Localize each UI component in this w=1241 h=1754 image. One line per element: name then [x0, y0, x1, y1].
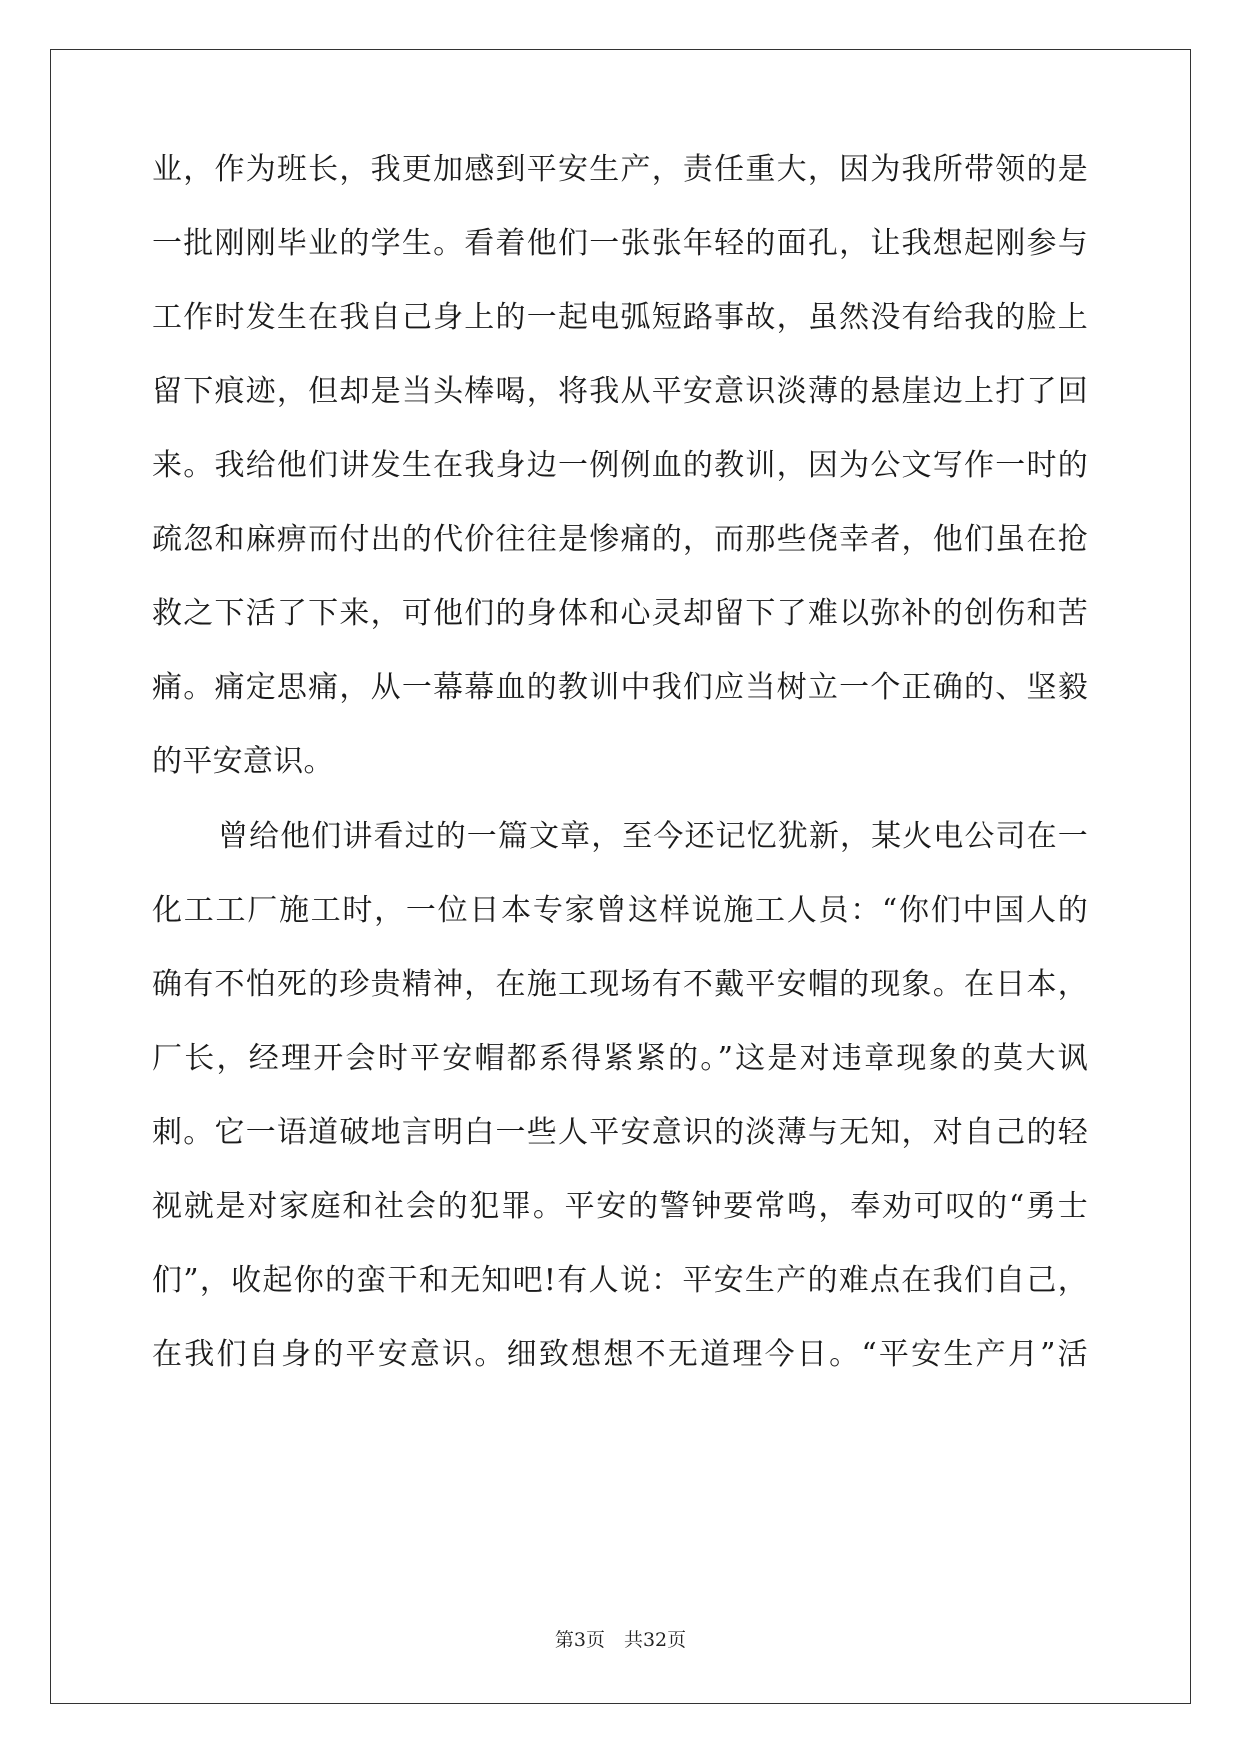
paragraph-1-line-8: 痛。痛定思痛，从一幕幕血的教训中我们应当树立一个正确的、坚毅 — [152, 670, 1088, 705]
paragraph-1-line-2: 一批刚刚毕业的学生。看着他们一张张年轻的面孔，让我想起刚参与 — [152, 226, 1088, 261]
paragraph-2-line-2: 化工工厂施工时，一位日本专家曾这样说施工人员：“你们中国人的 — [152, 893, 1088, 928]
paragraph-1-line-9: 的平安意识。 — [152, 744, 334, 779]
paragraph-2-line-5: 刺。它一语道破地言明白一些人平安意识的淡薄与无知，对自己的轻 — [152, 1115, 1088, 1150]
paragraph-2-line-3: 确有不怕死的珍贵精神，在施工现场有不戴平安帽的现象。在日本， — [152, 967, 1088, 1002]
page-number-footer: 第3页 共32页 — [554, 1629, 687, 1651]
paragraph-1-line-7: 救之下活了下来，可他们的身体和心灵却留下了难以弥补的创伤和苦 — [152, 596, 1088, 631]
paragraph-1-line-5: 来。我给他们讲发生在我身边一例例血的教训，因为公文写作一时的 — [152, 448, 1088, 483]
paragraph-1-line-1: 业，作为班长，我更加感到平安生产，责任重大，因为我所带领的是 — [152, 152, 1088, 187]
paragraph-2-line-4: 厂长，经理开会时平安帽都系得紧紧的。”这是对违章现象的莫大讽 — [152, 1041, 1088, 1076]
paragraph-2-line-7: 们”，收起你的蛮干和无知吧!有人说：平安生产的难点在我们自己， — [152, 1263, 1088, 1298]
paragraph-1-line-3: 工作时发生在我自己身上的一起电弧短路事故，虽然没有给我的脸上 — [152, 300, 1088, 335]
paragraph-1-line-6: 疏忽和麻痹而付出的代价往往是惨痛的，而那些侥幸者，他们虽在抢 — [152, 522, 1088, 557]
page-border — [50, 49, 1191, 1704]
paragraph-1-line-4: 留下痕迹，但却是当头棒喝，将我从平安意识淡薄的悬崖边上打了回 — [152, 374, 1088, 409]
paragraph-2-line-8: 在我们自身的平安意识。细致想想不无道理今日。“平安生产月”活 — [152, 1337, 1088, 1372]
paragraph-2-line-6: 视就是对家庭和社会的犯罪。平安的警钟要常鸣，奉劝可叹的“勇士 — [152, 1189, 1088, 1224]
paragraph-2-line-1: 曾给他们讲看过的一篇文章，至今还记忆犹新，某火电公司在一 — [218, 819, 1088, 854]
